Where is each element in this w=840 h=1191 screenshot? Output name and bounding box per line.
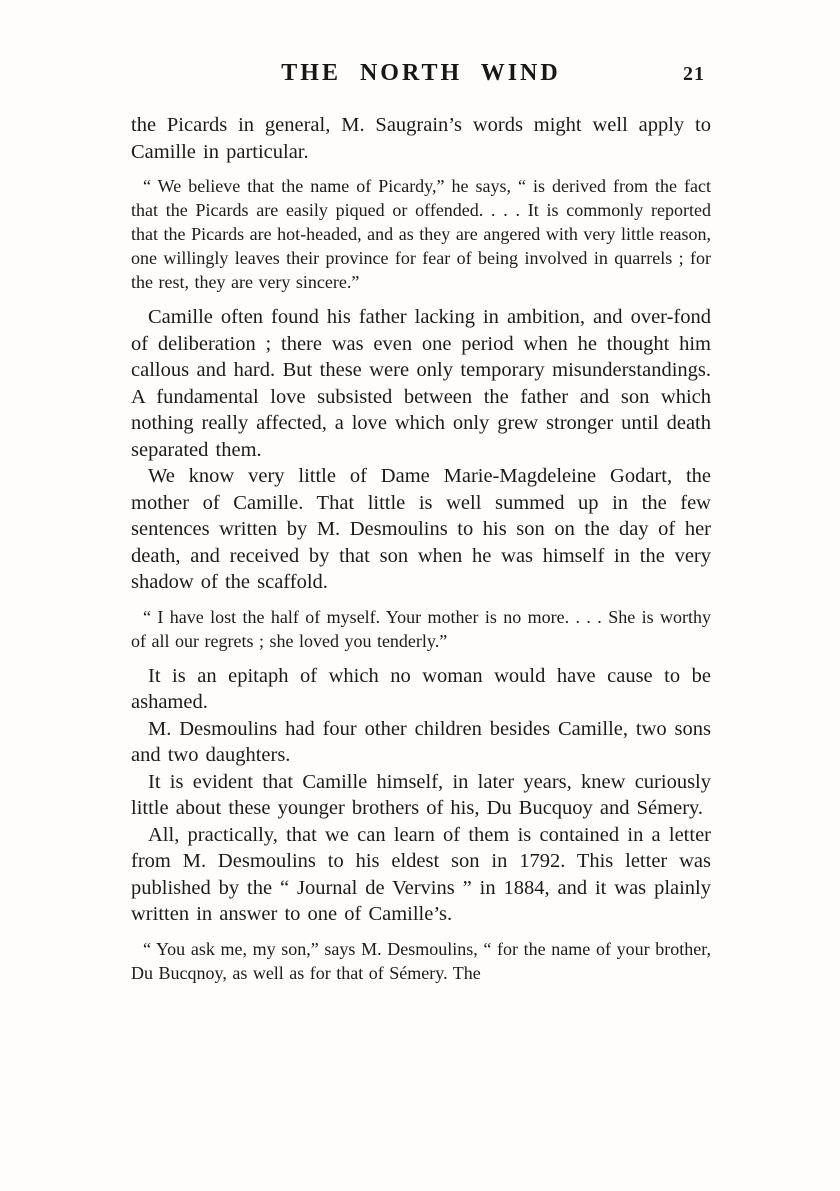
paragraph: We know very little of Dame Marie-Magdeleine Godart, the mother of Camille. That little is well summed up in the few sentences written by M. Desmoulins to his son on the day of her death, and received by that son when he was himself in the very shadow of the scaffold. bbox=[131, 465, 711, 593]
block-quote: “ We believe that the name of Picardy,” he says, “ is derived from the fact that the Picards are easily piqued or offended. . . . It is commonly reported that the Picards are hot-headed, and as they are angered with very little reason, one willingly leaves their province for fear of being involved in quarrels ; for the rest, they are very sincere.” bbox=[131, 176, 711, 292]
page-content bbox=[131, 60, 711, 985]
running-title: THE NORTH WIND bbox=[281, 60, 561, 86]
page-header bbox=[131, 60, 711, 94]
paragraph: It is evident that Camille himself, in later years, knew curiously little about these younger brothers of his, Du Bucquoy and Sémery. bbox=[131, 770, 711, 819]
block-quote: “ You ask me, my son,” says M. Desmoulins, “ for the name of your brother, Du Bucqnoy, as well as for that of Sémery. The bbox=[131, 938, 711, 983]
paragraph: All, practically, that we can learn of them is contained in a letter from M. Desmoulins to his eldest son in 1792. This letter was published by the “ Journal de Vervins ” in 1884, and it was plainly written in answer to one of Camille’s. bbox=[131, 823, 711, 925]
page-number: 21 bbox=[683, 63, 705, 85]
paragraph: It is an epitaph of which no woman would have cause to be ashamed. bbox=[131, 664, 711, 713]
paragraph: M. Desmoulins had four other children besides Camille, two sons and two daughters. bbox=[131, 717, 711, 766]
block-quote: “ I have lost the half of myself. Your mother is no more. . . . She is worthy of all our regrets ; she loved you tenderly.” bbox=[131, 606, 711, 651]
paragraph: Camille often found his father lacking in ambition, and over-fond of deliberation ; there was even one period when he thought him callous and hard. But these were only temporary misunderstandings. A fundamental love subsisted between the father and son which nothing really affected, a love which only grew stronger until death separated them. bbox=[131, 306, 711, 461]
paragraph-continuation: the Picards in general, M. Saugrain’s words might well apply to Camille in particular. bbox=[131, 114, 711, 163]
